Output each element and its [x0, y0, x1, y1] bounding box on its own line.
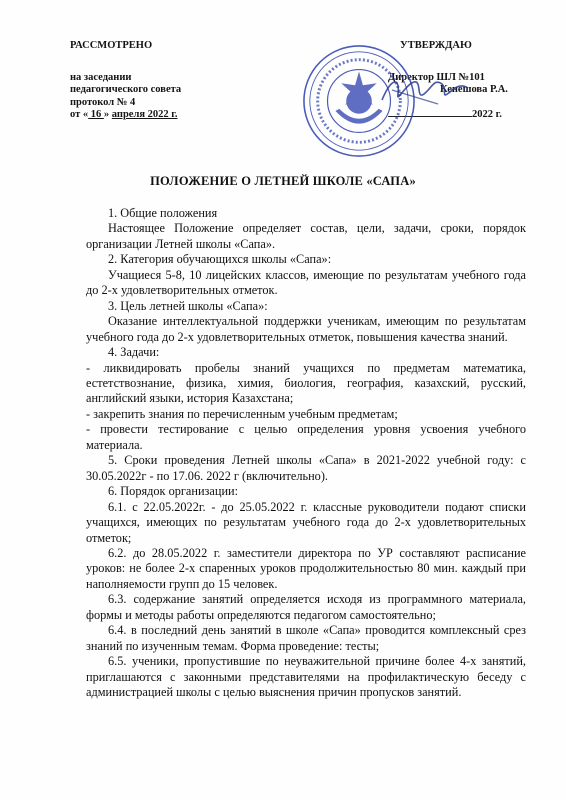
considered-title: РАССМОТРЕНО [70, 40, 153, 51]
document-body [86, 206, 526, 701]
section-heading: 2. Категория обучающихся школы «Сапа»: [108, 252, 332, 267]
section-heading: 3. Цель летней школы «Сапа»: [108, 298, 268, 313]
paragraph: 5. Сроки проведения Летней школы «Сапа» в 2021-2022 учебной году: с 30.05.2022г - по 17.06. 2022 г (включительно). [86, 453, 526, 483]
considered-line-2: педагогического совета [70, 84, 182, 95]
date-month: апреля 2022 г. [111, 109, 178, 120]
paragraph: Оказание интеллектуальной поддержки ученикам, имеющим по результатам учебного года до 2-х удовлетворительных отметок, повышения качества знаний. [86, 314, 526, 344]
section-heading: 1. Общие положения [108, 206, 218, 220]
paragraph: Учащиеся 5-8, 10 лицейских классов, имеющие по результатам учебного года до 2-х удовлетворительных отметок. [86, 267, 526, 298]
considered-line-3: протокол № 4 [70, 96, 136, 108]
approval-considered-block [70, 40, 181, 122]
paragraph: 6.4. в последний день занятий в школе «Сапа» проводится комплексный срез знаний по изученным темам. Форма проведение: тесты; [86, 623, 526, 653]
date-day: 16 [88, 109, 104, 120]
approved-line-2: Кенешова Р.А. [440, 84, 508, 95]
considered-date [70, 109, 181, 122]
date-prefix: от « [70, 109, 89, 120]
paragraph: 6.1. с 22.05.2022г. - до 25.05.2022 г. классные руководители подают списки учащихся, имеющих по результатам учебного года до 2-х удовлетворительных отметок; [86, 499, 526, 545]
list-item: - закрепить знания по перечисленным учебным предметам; [86, 406, 398, 421]
document-title: ПОЛОЖЕНИЕ О ЛЕТНЕЙ ШКОЛЕ «САПА» [150, 174, 416, 188]
list-item: - ликвидировать пробелы знаний учащихся по предметам математика, естетствознание, физика, химия, биология, география, казахский, русский, английский языки, история Казахстана; [86, 360, 526, 406]
list-item: - провести тестирование с целью определения уровня усвоения учебного материала. [86, 422, 526, 452]
paragraph: Настоящее Положение определяет состав, цели, задачи, сроки, порядок организации Летней школы «Сапа». [86, 221, 526, 251]
section-heading: 6. Порядок организации: [108, 484, 239, 499]
director-signature-icon [378, 70, 470, 110]
approved-title: УТВЕРЖДАЮ [400, 40, 472, 51]
date-mid: » [103, 109, 112, 120]
considered-line-1: на заседании [70, 71, 132, 83]
approved-year: 2022 г. [472, 108, 502, 120]
paragraph: 6.5. ученики, пропустившие по неуважительной причине более 4-х занятий, приглашаются с законными представителями на профилактическую беседу с администрацией школы с целью выяснения причин пропусков занятий. [86, 654, 526, 700]
approved-line-1: Директор ШЛ №101 [388, 71, 485, 83]
paragraph: 6.2. до 28.05.2022 г. заместители директора по УР составляют расписание уроков: не более 2-х спаренных уроков продолжительностью 80 мин. каждый при наполняемости групп до 15 человек. [86, 545, 526, 591]
paragraph: 6.3. содержание занятий определяется исходя из программного материала, формы и методы работы определяются педагогом самостоятельно; [86, 592, 526, 622]
section-heading: 4. Задачи: [108, 345, 160, 360]
